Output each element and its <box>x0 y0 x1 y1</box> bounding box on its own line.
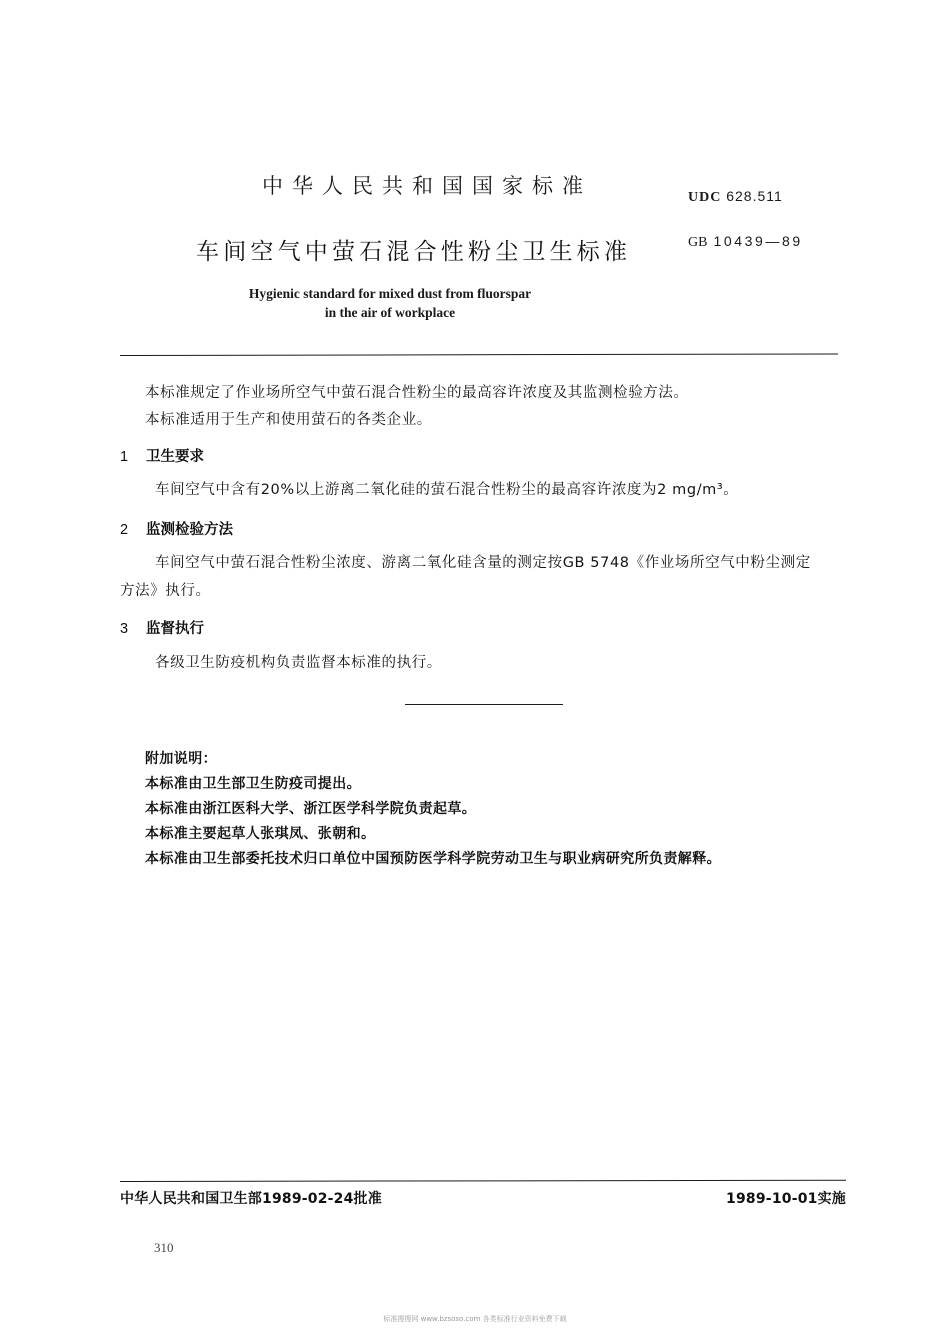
udc-number: 628.511 <box>726 188 783 204</box>
english-title-line-1: Hygienic standard for mixed dust from fluorspar <box>248 286 532 301</box>
udc-code <box>688 188 783 206</box>
gb-number: 10439—89 <box>713 233 803 249</box>
approval-date: 中华人民共和国卫生部1989-02-24批准 <box>120 1191 382 1207</box>
additional-notes-title: 附加说明： <box>145 751 217 767</box>
section-1-body: 车间空气中含有20%以上游离二氧化硅的萤石混合性粉尘的最高容许浓度为2 mg/m³。 <box>155 482 739 498</box>
section-title: 卫生要求 <box>146 449 204 465</box>
section-2-body-line-2: 方法》执行。 <box>120 583 211 599</box>
section-heading-hygiene-requirements <box>120 445 204 466</box>
section-2-body-line-1: 车间空气中萤石混合性粉尘浓度、游离二氧化硅含量的测定按GB 5748《作业场所空气中粉尘测定 <box>155 555 811 571</box>
header-divider <box>120 353 838 356</box>
section-number: 2 <box>120 522 129 538</box>
end-of-text-divider <box>405 704 563 705</box>
section-title: 监督执行 <box>146 621 204 637</box>
section-number: 1 <box>120 449 129 465</box>
intro-paragraph-scope: 本标准规定了作业场所空气中萤石混合性粉尘的最高容许浓度及其监测检验方法。 <box>145 385 689 401</box>
page-number: 310 <box>154 1240 174 1255</box>
intro-paragraph-applicability: 本标准适用于生产和使用萤石的各类企业。 <box>145 412 432 428</box>
document-title: 车间空气中萤石混合性粉尘卫生标准 <box>196 239 632 265</box>
gb-standard-code <box>688 233 803 251</box>
additional-note-item: 本标准主要起草人张琪凤、张朝和。 <box>145 826 376 842</box>
national-standard-heading: 中华人民共和国国家标准 <box>262 174 592 198</box>
section-title: 监测检验方法 <box>146 522 233 538</box>
section-number: 3 <box>120 621 129 637</box>
english-title <box>200 284 580 322</box>
watermark: 标准搜搜网 www.bzsoso.com 各类标准行业资料免费下载 <box>383 1315 567 1323</box>
effective-date: 1989-10-01实施 <box>726 1191 846 1207</box>
gb-label: GB <box>688 235 708 250</box>
english-title-line-2: in the air of workplace <box>324 305 456 320</box>
section-heading-supervision <box>120 617 204 638</box>
additional-note-item: 本标准由浙江医科大学、浙江医学科学院负责起草。 <box>145 801 477 817</box>
additional-note-item: 本标准由卫生部卫生防疫司提出。 <box>145 776 361 792</box>
udc-label: UDC <box>688 190 722 205</box>
section-heading-monitoring-methods <box>120 518 233 539</box>
section-3-body: 各级卫生防疫机构负责监督本标准的执行。 <box>155 655 442 671</box>
additional-note-item: 本标准由卫生部委托技术归口单位中国预防医学科学院劳动卫生与职业病研究所负责解释。 <box>145 851 721 867</box>
footer-divider <box>120 1180 846 1182</box>
